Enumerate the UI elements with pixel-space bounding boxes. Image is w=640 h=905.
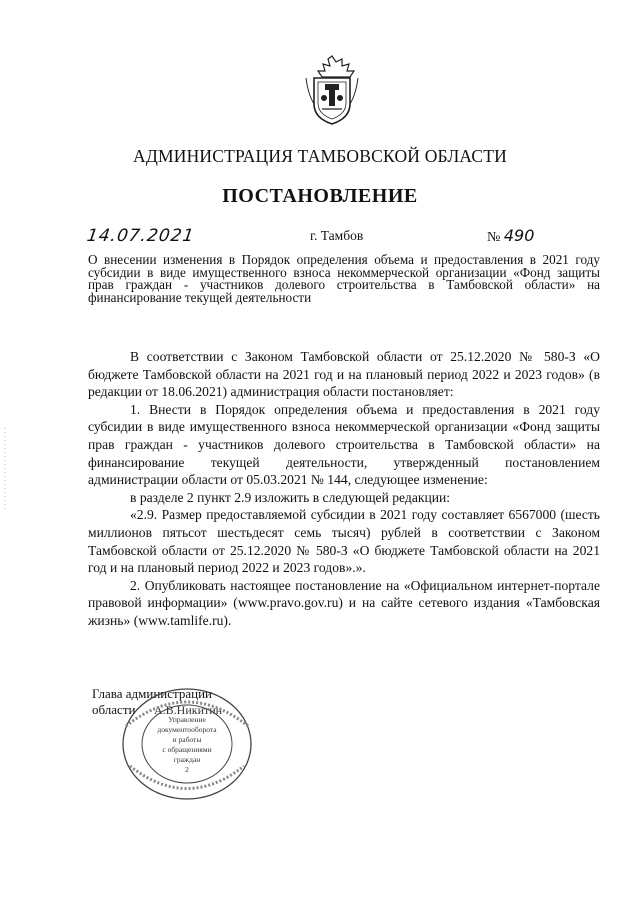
body-paragraph: «2.9. Размер предоставляемой субсидии в 2021 году составляет 6567000 (шесть миллионов пятьсот шестьдесят семь тысяч) рублей в соответствии с Законом Тамбовской области от 25.12.2020 № 580-З «О бюджете Тамбовской области на 2021 год и на плановый период 2022 и 2023 годов».». bbox=[88, 507, 600, 576]
body-paragraph: в разделе 2 пункт 2.9 изложить в следующей редакции: bbox=[130, 489, 451, 505]
signatory-title: Глава администрации bbox=[92, 686, 213, 701]
stamp-line: граждан bbox=[173, 755, 201, 764]
official-stamp bbox=[120, 686, 255, 802]
stamp-line: и работы bbox=[172, 735, 202, 744]
body-paragraph: 1. Внести в Порядок определения объема и предоставления в 2021 году субсидии в виде имущественного взноса некоммерческой организации «Фонд защиты прав граждан - участников долевого строительства в Тамбовской области» на финансирование текущей деятельности, утвержденный постановлением администрации области от 05.03.2021 № 144, следующее изменение: bbox=[88, 401, 600, 488]
coat-of-arms-emblem bbox=[302, 54, 362, 126]
document-body bbox=[88, 348, 600, 630]
document-type: ПОСТАНОВЛЕНИЕ bbox=[222, 185, 418, 207]
body-paragraph: 2. Опубликовать настоящее постановление на «Официальном интернет-портале правовой информации» (www.pravo.gov.ru) и на сайте сетевого издания «Тамбовская жизнь» (www.tamlife.ru). bbox=[88, 577, 600, 628]
signatory-region: области bbox=[92, 702, 136, 717]
body-paragraph: В соответствии с Законом Тамбовской области от 25.12.2020 № 580-З «О бюджете Тамбовской области на 2021 год и на плановый период 2022 и 2023 годов» (в редакции от 18.06.2021) администрация области постановляет: bbox=[88, 349, 600, 400]
document-city: г. Тамбов bbox=[310, 228, 364, 243]
scan-margin-mark bbox=[4, 428, 6, 512]
organization-title: АДМИНИСТРАЦИЯ ТАМБОВСКОЙ ОБЛАСТИ bbox=[133, 146, 507, 166]
stamp-line: документооборота bbox=[157, 725, 217, 734]
document-number bbox=[487, 226, 534, 246]
document-date: 14.07.2021 bbox=[85, 226, 196, 246]
document-subject: О внесении изменения в Порядок определения объема и предоставления в 2021 году субсидии в виде имущественного взноса некоммерческой организации «Фонд защиты прав граждан - участников долевого строительства в Тамбовской области» на финансирование текущей деятельности bbox=[88, 252, 600, 305]
stamp-line: 2 bbox=[185, 765, 189, 774]
number-label: № bbox=[487, 230, 501, 245]
signatory-name: А.В.Никитин bbox=[154, 703, 223, 717]
number-value: 490 bbox=[503, 226, 535, 245]
stamp-line: Управление bbox=[168, 715, 206, 724]
stamp-line: с обращениями bbox=[162, 745, 212, 754]
